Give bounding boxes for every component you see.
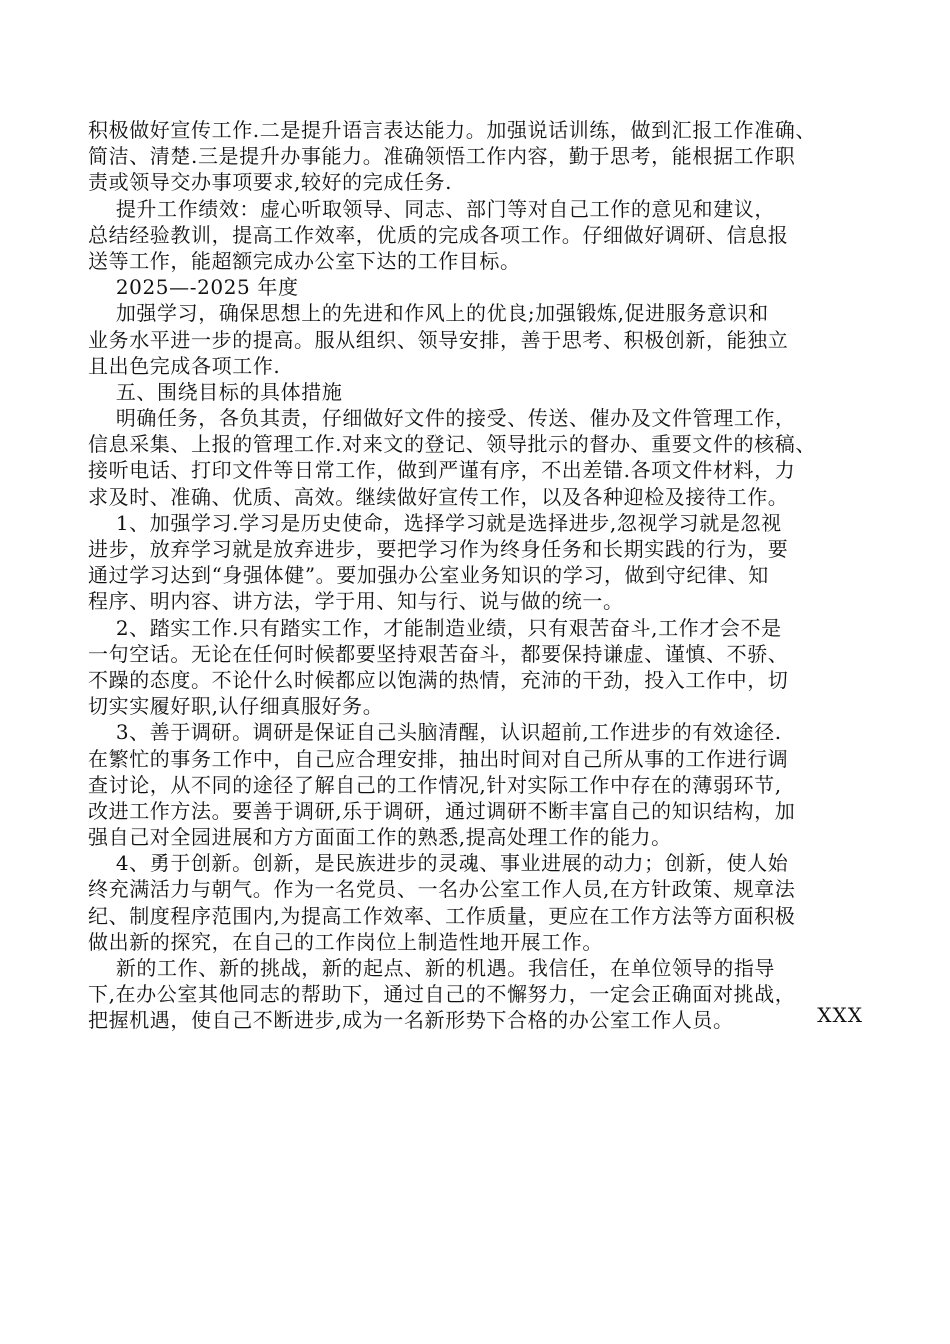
text-line: 提升工作绩效：虚心听取领导、同志、部门等对自己工作的意见和建议， bbox=[88, 196, 776, 221]
text-line: 积极做好宣传工作.二是提升语言表达能力。加强说话训练，做到汇报工作准确、 bbox=[88, 118, 816, 142]
text-line: 查讨论，从不同的途径了解自己的工作情况,针对实际工作中存在的薄弱环节, bbox=[88, 772, 782, 797]
text-line: 2025—-2025 年度 bbox=[88, 275, 299, 300]
text-line: 总结经验教训，提高工作效率，优质的完成各项工作。仔细做好调研、信息报 bbox=[88, 222, 789, 247]
text-line: 改进工作方法。要善于调研,乐于调研，通过调研不断丰富自己的知识结构，加 bbox=[88, 798, 796, 823]
text-line: 新的工作、新的挑战，新的起点、新的机遇。我信任，在单位领导的指导 bbox=[88, 956, 776, 980]
text-line: 终充满活力与朝气。作为一名党员、一名办公室工作人员,在方针政策、规章法 bbox=[88, 877, 796, 902]
text-line: 进步，放弃学习就是放弃进步，要把学习作为终身任务和长期实践的行为，要 bbox=[88, 537, 789, 561]
text-line: 切实实履好职,认仔细真服好务。 bbox=[88, 694, 384, 719]
text-line: 明确任务，各负其责，仔细做好文件的接受、传送、催办及文件管理工作， bbox=[88, 406, 796, 431]
text-line: 2、踏实工作.只有踏实工作，才能制造业绩，只有艰苦奋斗,工作才会不是 bbox=[88, 615, 782, 640]
text-line: 在繁忙的事务工作中，自己应合理安排，抽出时间对自己所从事的工作进行调 bbox=[88, 746, 789, 771]
text-line: 1、加强学习.学习是历史使命，选择学习就是选择进步,忽视学习就是忽视 bbox=[88, 510, 782, 535]
text-line: 3、善于调研。调研是保证自己头脑清醒，认识超前,工作进步的有效途径. bbox=[88, 720, 782, 745]
text-line: 强自己对全园进展和方方面面工作的熟悉,提高处理工作的能力。 bbox=[88, 825, 672, 850]
text-line: 简洁、清楚.三是提升办事能力。准确领悟工作内容，勤于思考，能根据工作职 bbox=[88, 144, 796, 169]
text-line: 求及时、准确、优质、高效。继续做好宣传工作，以及各种迎检及接待工作。 bbox=[88, 484, 789, 509]
text-line: 不躁的态度。不论什么时候都应以饱满的热情，充沛的干劲，投入工作中，切 bbox=[88, 667, 789, 692]
text-line: 4、勇于创新。创新，是民族进步的灵魂、事业进展的动力；创新，使人始 bbox=[88, 851, 789, 876]
text-line: 下,在办公室其他同志的帮助下，通过自己的不懈努力，一定会正确面对挑战， bbox=[88, 982, 796, 1007]
document-body bbox=[88, 117, 868, 1034]
text-line: 程序、明内容、讲方法，学于用、知与行、说与做的统一。 bbox=[88, 589, 624, 614]
text-line: 加强学习，确保思想上的先进和作风上的优良;加强锻炼,促进服务意识和 bbox=[88, 301, 769, 326]
section-heading: 五、围绕目标的具体措施 bbox=[88, 379, 343, 404]
text-line: 纪、制度程序范围内,为提高工作效率、工作质量，更应在工作方法等方面积极 bbox=[88, 903, 796, 928]
text-line: 做出新的探究，在自己的工作岗位上制造性地开展工作。 bbox=[88, 929, 603, 954]
text-line: 通过学习达到“身强体健”。要加强办公室业务知识的学习，做到守纪律、知 bbox=[88, 563, 769, 588]
text-line: 业务水平进一步的提高。服从组织、领导安排，善于思考、积极创新，能独立 bbox=[88, 327, 789, 352]
text-line: 责或领导交办事项要求,较好的完成任务. bbox=[88, 170, 453, 195]
signature: XXX bbox=[817, 1003, 863, 1027]
text-line: 把握机遇，使自己不断进步,成为一名新形势下合格的办公室工作人员。 bbox=[88, 1008, 734, 1033]
text-line: 且出色完成各项工作. bbox=[88, 353, 281, 378]
text-line: 接听电话、打印文件等日常工作，做到严谨有序，不出差错.各项文件材料，力 bbox=[88, 458, 796, 483]
text-line: 送等工作，能超额完成办公室下达的工作目标。 bbox=[88, 248, 521, 273]
text-line: 信息采集、上报的管理工作.对来文的登记、领导批示的督办、重要文件的核稿、 bbox=[88, 432, 816, 457]
text-line: 一句空话。无论在任何时候都要坚持艰苦奋斗，都要保持谦虚、谨慎、不骄、 bbox=[88, 641, 789, 666]
